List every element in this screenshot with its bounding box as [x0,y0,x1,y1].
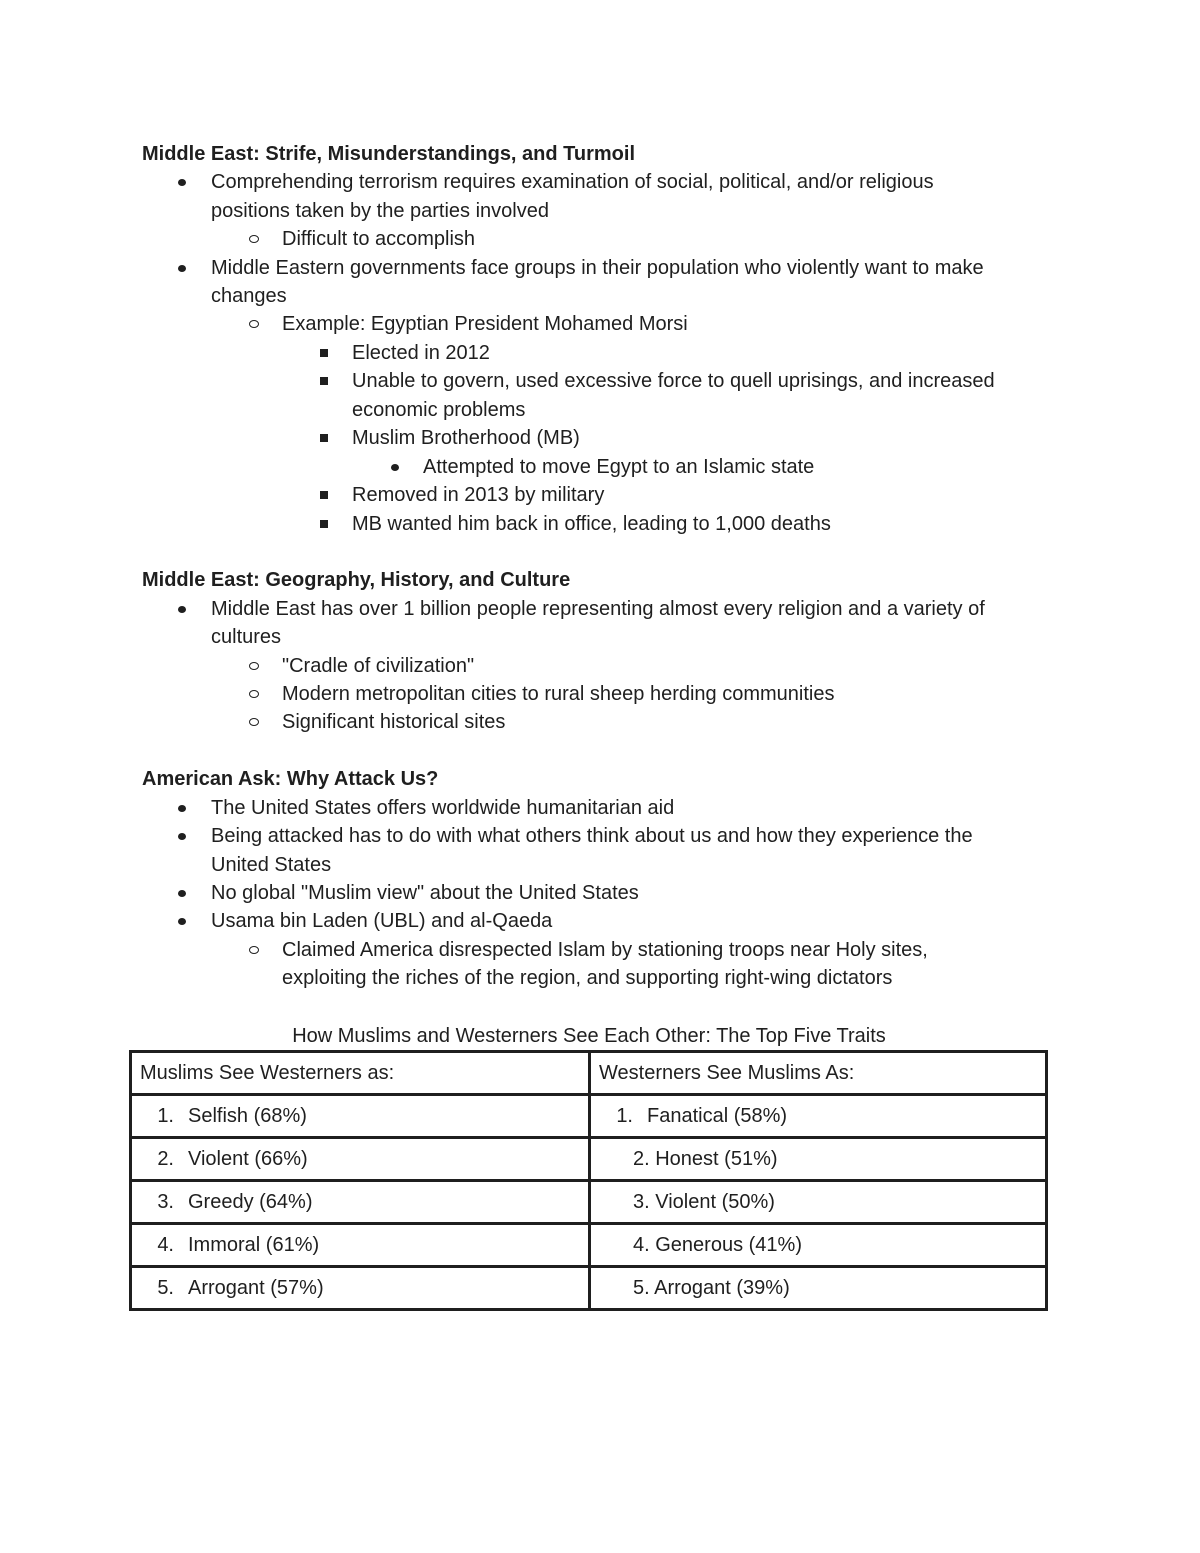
list-number: 4. [157,1233,174,1256]
hollow-bullet-icon [248,681,260,707]
list-number: 2. [157,1147,174,1170]
list-item: MB wanted him back in office, leading to 1,000 deaths [352,513,831,535]
list-item-continuation: changes [211,285,287,307]
header-westerners-see-muslims: Westerners See Muslims As: [590,1052,1047,1095]
table-cell [590,1224,1047,1267]
list-item: Being attacked has to do with what others think about us and how they experience the [211,825,973,847]
traits-table [129,1050,1048,1311]
list-number: 5. [157,1276,174,1299]
list-item: No global "Muslim view" about the United States [211,882,639,904]
list-item: The United States offers worldwide humanitarian aid [211,797,675,819]
filled-bullet-icon [176,823,188,849]
hollow-bullet-icon [248,226,260,252]
table-cell [131,1224,590,1267]
table-row [131,1224,1047,1267]
list-item: Elected in 2012 [352,342,490,364]
list-item: Comprehending terrorism requires examination of social, political, and/or religious [211,171,934,193]
table-cell [590,1095,1047,1138]
list-item: Middle Eastern governments face groups in their population who violently want to make [211,257,984,279]
table-cell [131,1181,590,1224]
list-item-continuation: exploiting the riches of the region, and supporting right-wing dictators [282,967,893,989]
list-item: Middle East has over 1 billion people representing almost every religion and a variety of [211,598,985,620]
filled-bullet-icon [176,908,188,934]
list-item: Usama bin Laden (UBL) and al-Qaeda [211,910,553,932]
square-bullet-icon [318,368,330,394]
hollow-bullet-icon [248,653,260,679]
trait-text: Immoral (61%) [188,1233,320,1256]
table-row [131,1138,1047,1181]
list-item-continuation: United States [211,854,332,876]
table-cell [590,1138,1047,1181]
section-heading-geography: Middle East: Geography, History, and Culture [142,569,571,591]
square-bullet-icon [318,482,330,508]
list-number: 3. [157,1190,174,1213]
filled-bullet-icon [389,454,401,480]
table-cell [131,1095,590,1138]
trait-text: 3. Violent (50%) [633,1190,775,1213]
square-bullet-icon [318,425,330,451]
square-bullet-icon [318,340,330,366]
list-item-continuation: positions taken by the parties involved [211,200,549,222]
list-number: 1. [616,1104,633,1127]
list-item: Muslim Brotherhood (MB) [352,427,580,449]
list-number: 1. [157,1104,174,1127]
trait-text: Greedy (64%) [188,1190,313,1213]
table-row [131,1267,1047,1310]
trait-text: Arrogant (57%) [188,1276,324,1299]
filled-bullet-icon [176,596,188,622]
header-muslims-see-westerners: Muslims See Westerners as: [131,1052,590,1095]
list-item-continuation: economic problems [352,399,526,421]
hollow-bullet-icon [248,311,260,337]
table-cell [131,1267,590,1310]
table-header-row [131,1052,1047,1095]
filled-bullet-icon [176,880,188,906]
list-item: "Cradle of civilization" [282,655,475,677]
trait-text: 5. Arrogant (39%) [633,1276,790,1299]
trait-text: 2. Honest (51%) [633,1147,778,1170]
table-cell [590,1267,1047,1310]
list-item: Difficult to accomplish [282,228,476,250]
list-item-continuation: cultures [211,626,282,648]
hollow-bullet-icon [248,709,260,735]
trait-text: Violent (66%) [188,1147,308,1170]
filled-bullet-icon [176,795,188,821]
list-item: Removed in 2013 by military [352,484,605,506]
table-caption: How Muslims and Westerners See Each Other: The Top Five Traits [292,1025,886,1047]
list-item: Example: Egyptian President Mohamed Morsi [282,313,688,335]
filled-bullet-icon [176,169,188,195]
square-bullet-icon [318,511,330,537]
hollow-bullet-icon [248,937,260,963]
list-item: Attempted to move Egypt to an Islamic state [423,456,815,478]
table-row [131,1095,1047,1138]
table-cell [590,1181,1047,1224]
section-heading-why-attack: American Ask: Why Attack Us? [142,768,439,790]
list-item: Significant historical sites [282,711,506,733]
filled-bullet-icon [176,255,188,281]
list-item: Unable to govern, used excessive force to quell uprisings, and increased [352,370,995,392]
trait-text: Fanatical (58%) [647,1104,788,1127]
table-cell [131,1138,590,1181]
trait-text: 4. Generous (41%) [633,1233,802,1256]
list-item: Claimed America disrespected Islam by stationing troops near Holy sites, [282,939,928,961]
trait-text: Selfish (68%) [188,1104,307,1127]
section-heading-strife: Middle East: Strife, Misunderstandings, and Turmoil [142,143,636,165]
list-item: Modern metropolitan cities to rural sheep herding communities [282,683,835,705]
table-row [131,1181,1047,1224]
